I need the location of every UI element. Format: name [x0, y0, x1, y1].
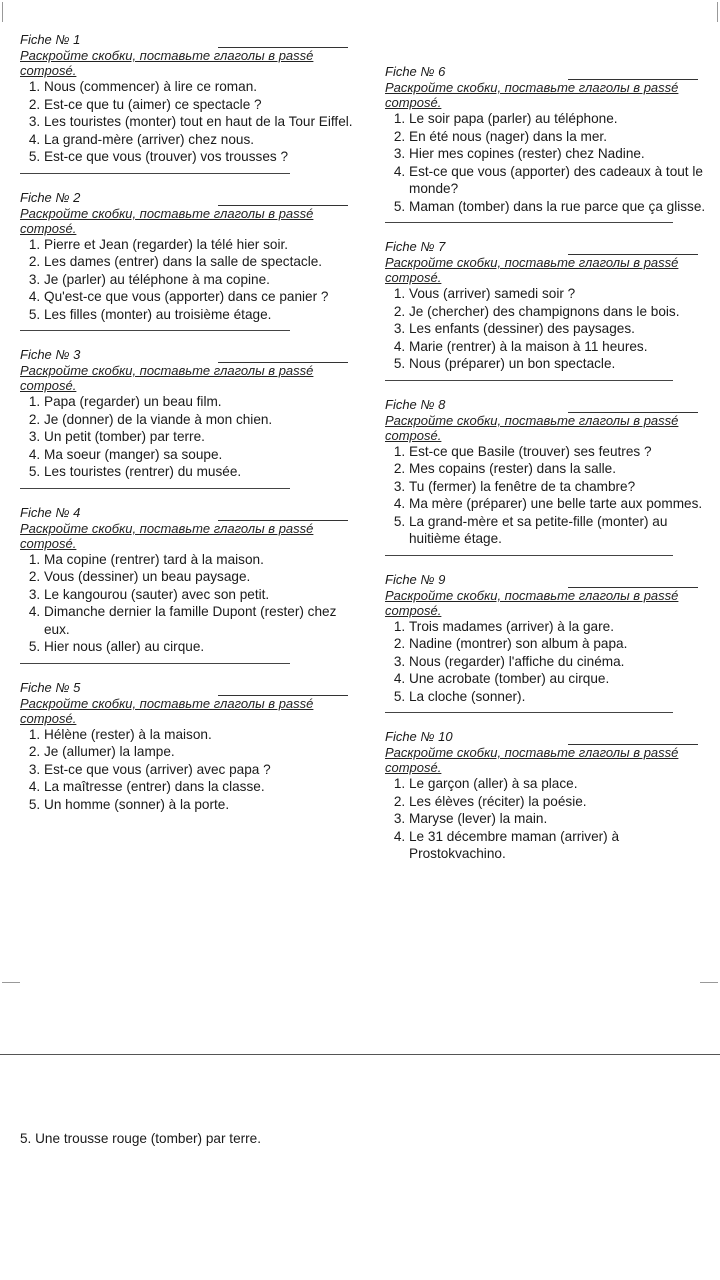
exercise-item: 4. Le 31 décembre maman (arriver) à Prostokvachino.: [409, 828, 710, 863]
fiche-title: Fiche № 10: [385, 729, 453, 744]
name-blank-line: [218, 193, 348, 206]
fiche-instruction: Раскройте скобки, поставьте глаголы в passé composé.: [385, 255, 679, 285]
fiche-title: Fiche № 7: [385, 239, 446, 254]
exercise-item: 5. Les filles (monter) au troisième étage.: [44, 306, 360, 324]
exercise-item: 2. Vous (dessiner) un beau paysage.: [44, 568, 360, 586]
right-column: [385, 62, 710, 863]
exercise-item: 1. Le garçon (aller) à sa place.: [409, 775, 710, 793]
separator-line: [20, 173, 290, 174]
exercise-item: 2. Nadine (montrer) son album à papa.: [409, 635, 710, 653]
exercise-item: 2. Je (allumer) la lampe.: [44, 743, 360, 761]
fiche-title: Fiche № 9: [385, 571, 446, 587]
name-blank-line: [218, 35, 348, 48]
fiche-instruction: Раскройте скобки, поставьте глаголы в passé composé.: [385, 587, 679, 618]
fiche-instruction: Раскройте скобки, поставьте глаголы в passé composé.: [20, 363, 314, 393]
fiche-title: Fiche № 2: [20, 189, 81, 205]
corner-mark: [700, 982, 718, 993]
exercise-item: 3. Hier mes copines (rester) chez Nadine.: [409, 145, 710, 163]
exercise-item: 1. Papa (regarder) un beau film.: [44, 393, 360, 411]
fiche-instruction: Раскройте скобки, поставьте глаголы в passé composé.: [20, 520, 314, 551]
exercise-item: 5. Maman (tomber) dans la rue parce que ça glisse.: [409, 198, 710, 216]
exercise-list: [20, 551, 360, 656]
fiche-10: [385, 727, 710, 863]
name-blank-line: [568, 67, 698, 80]
exercise-item: 2. Les élèves (réciter) la poésie.: [409, 793, 710, 811]
exercise-item: 2. Je (donner) de la viande à mon chien.: [44, 411, 360, 429]
name-blank-line: [218, 350, 348, 363]
exercise-item: 3. Tu (fermer) la fenêtre de ta chambre?: [409, 478, 710, 496]
fiche-instruction: Раскройте скобки, поставьте глаголы в passé composé.: [20, 695, 314, 726]
exercise-item: 3. Un petit (tomber) par terre.: [44, 428, 360, 446]
exercise-list: [20, 236, 360, 324]
exercise-item: 3. Maryse (lever) la main.: [409, 810, 710, 828]
fiche-8: [385, 395, 710, 556]
exercise-item: 5. Un homme (sonner) à la porte.: [44, 796, 360, 814]
exercise-item: 5. La grand-mère et sa petite-fille (monter) au huitième étage.: [409, 513, 710, 548]
exercise-item: 4. Dimanche dernier la famille Dupont (rester) chez eux.: [44, 603, 360, 638]
fiche-title: Fiche № 3: [20, 347, 81, 362]
separator-line: [20, 488, 290, 489]
exercise-item: 1. Ma copine (rentrer) tard à la maison.: [44, 551, 360, 569]
exercise-list: [385, 618, 710, 706]
exercise-item: 3. Les enfants (dessiner) des paysages.: [409, 320, 710, 338]
exercise-item: 5. Une trousse rouge (tomber) par terre.: [20, 1131, 262, 1146]
separator-line: [385, 380, 673, 381]
exercise-item: 1. Est-ce que Basile (trouver) ses feutres ?: [409, 443, 710, 461]
corner-mark: [2, 2, 13, 22]
exercise-item: 4. Une acrobate (tomber) au cirque.: [409, 670, 710, 688]
separator-line: [20, 663, 290, 664]
fiche-title: Fiche № 5: [20, 679, 81, 695]
fiche-4: [20, 503, 360, 664]
separator-line: [385, 555, 673, 556]
exercise-item: 2. Les dames (entrer) dans la salle de spectacle.: [44, 253, 360, 271]
exercise-item: 5. Hier nous (aller) au cirque.: [44, 638, 360, 656]
exercise-item: 3. Je (parler) au téléphone à ma copine.: [44, 271, 360, 289]
exercise-item: 3. Le kangourou (sauter) avec son petit.: [44, 586, 360, 604]
exercise-item: 4. Qu'est-ce que vous (apporter) dans ce panier ?: [44, 288, 360, 306]
exercise-item: 1. Vous (arriver) samedi soir ?: [409, 285, 710, 303]
fiche-instruction: Раскройте скобки, поставьте глаголы в passé composé.: [20, 205, 314, 236]
exercise-item: 3. Est-ce que vous (arriver) avec papa ?: [44, 761, 360, 779]
exercise-item: 5. Nous (préparer) un bon spectacle.: [409, 355, 710, 373]
exercise-item: 5. Est-ce que vous (trouver) vos trousses ?: [44, 148, 360, 166]
exercise-item: 3. Nous (regarder) l'affiche du cinéma.: [409, 653, 710, 671]
exercise-item: 4. Est-ce que vous (apporter) des cadeaux à tout le monde?: [409, 163, 710, 198]
fiche-instruction: Раскройте скобки, поставьте глаголы в passé composé.: [20, 48, 314, 78]
fiche-instruction: Раскройте скобки, поставьте глаголы в passé composé.: [385, 80, 679, 110]
exercise-list: [20, 393, 360, 481]
page-break-line: [0, 1054, 720, 1055]
fiche-2: [20, 188, 360, 332]
exercise-item: 4. La maîtresse (entrer) dans la classe.: [44, 778, 360, 796]
exercise-item: 5. Les touristes (rentrer) du musée.: [44, 463, 360, 481]
separator-line: [385, 712, 673, 713]
fiche-5: [20, 678, 360, 814]
fiche-1: [20, 30, 360, 174]
exercise-item: 1. Nous (commencer) à lire ce roman.: [44, 78, 360, 96]
name-blank-line: [568, 575, 698, 588]
exercise-item: 4. Ma mère (préparer) une belle tarte aux pommes.: [409, 495, 710, 513]
exercise-item: 1. Le soir papa (parler) au téléphone.: [409, 110, 710, 128]
fiche-title: Fiche № 1: [20, 32, 81, 47]
name-blank-line: [568, 242, 698, 255]
fiche-7: [385, 237, 710, 381]
exercise-list: [385, 775, 710, 863]
exercise-list: [20, 78, 360, 166]
exercise-item: 4. Marie (rentrer) à la maison à 11 heures.: [409, 338, 710, 356]
corner-mark: [2, 982, 20, 993]
exercise-item: 2. Je (chercher) des champignons dans le bois.: [409, 303, 710, 321]
exercise-list: [20, 726, 360, 814]
fiche-instruction: Раскройте скобки, поставьте глаголы в passé composé.: [385, 412, 679, 443]
fiche-9: [385, 570, 710, 714]
name-blank-line: [568, 400, 698, 413]
left-column: [20, 30, 360, 813]
exercise-item: 2. En été nous (nager) dans la mer.: [409, 128, 710, 146]
exercise-item: 4. Ma soeur (manger) sa soupe.: [44, 446, 360, 464]
exercise-item: 1. Trois madames (arriver) à la gare.: [409, 618, 710, 636]
exercise-item: 1. Hélène (rester) à la maison.: [44, 726, 360, 744]
corner-mark: [707, 2, 718, 22]
exercise-item: 2. Mes copains (rester) dans la salle.: [409, 460, 710, 478]
fiche-title: Fiche № 8: [385, 396, 446, 412]
name-blank-line: [218, 508, 348, 521]
fiche-title: Fiche № 4: [20, 504, 81, 520]
fiche-instruction: Раскройте скобки, поставьте глаголы в passé composé.: [385, 745, 679, 775]
exercise-item: 2. Est-ce que tu (aimer) ce spectacle ?: [44, 96, 360, 114]
exercise-item: 3. Les touristes (monter) tout en haut de la Tour Eiffel.: [44, 113, 360, 131]
separator-line: [385, 222, 673, 223]
separator-line: [20, 330, 290, 331]
name-blank-line: [218, 683, 348, 696]
exercise-item: 4. La grand-mère (arriver) chez nous.: [44, 131, 360, 149]
exercise-list: [385, 285, 710, 373]
exercise-item: 5. La cloche (sonner).: [409, 688, 710, 706]
exercise-item: 1. Pierre et Jean (regarder) la télé hier soir.: [44, 236, 360, 254]
fiche-title: Fiche № 6: [385, 64, 446, 79]
exercise-list: [385, 443, 710, 548]
fiche-6: [385, 62, 710, 223]
exercise-list: [385, 110, 710, 215]
name-blank-line: [568, 732, 698, 745]
fiche-3: [20, 345, 360, 489]
